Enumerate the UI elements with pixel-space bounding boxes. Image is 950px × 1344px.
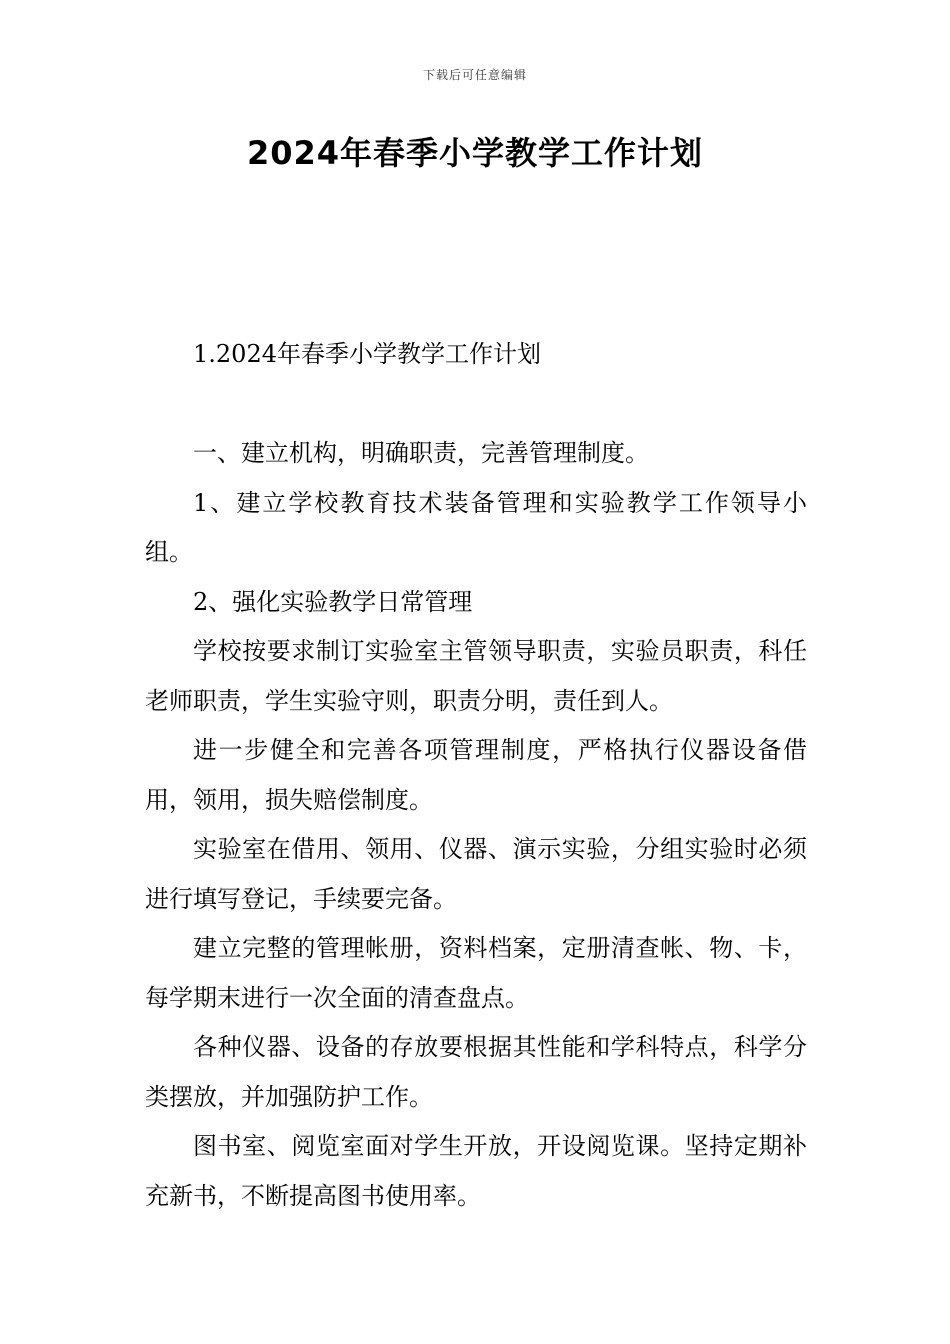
paragraph: 2、强化实验教学日常管理 xyxy=(193,587,473,616)
paragraph: 各种仪器、设备的存放要根据其性能和学科特点，科学分类摆放，并加强防护工作。 xyxy=(145,1033,807,1111)
paragraph: 一、建立机构，明确职责，完善管理制度。 xyxy=(193,439,649,467)
paragraph: 实验室在借用、领用、仪器、演示实验，分组实验时必须进行填写登记，手续要完备。 xyxy=(145,835,807,913)
section-heading: 1.2024年春季小学教学工作计划 xyxy=(193,340,541,368)
document-body xyxy=(145,330,807,1221)
paragraph: 1、建立学校教育技术装备管理和实验教学工作领导小组。 xyxy=(145,488,807,566)
paragraph: 学校按要求制订实验室主管领导职责，实验员职责，科任老师职责，学生实验守则，职责分明，责任到人。 xyxy=(145,637,807,715)
paragraph: 建立完整的管理帐册，资料档案，定册清查帐、物、卡，每学期末进行一次全面的清查盘点。 xyxy=(145,934,807,1012)
paragraph: 图书室、阅览室面对学生开放，开设阅览课。坚持定期补充新书，不断提高图书使用率。 xyxy=(145,1132,807,1210)
document-title: 2024年春季小学教学工作计划 xyxy=(246,134,704,172)
paragraph: 进一步健全和完善各项管理制度，严格执行仪器设备借用，领用，损失赔偿制度。 xyxy=(145,736,807,814)
page-header: 下载后可任意编辑 xyxy=(422,68,527,82)
